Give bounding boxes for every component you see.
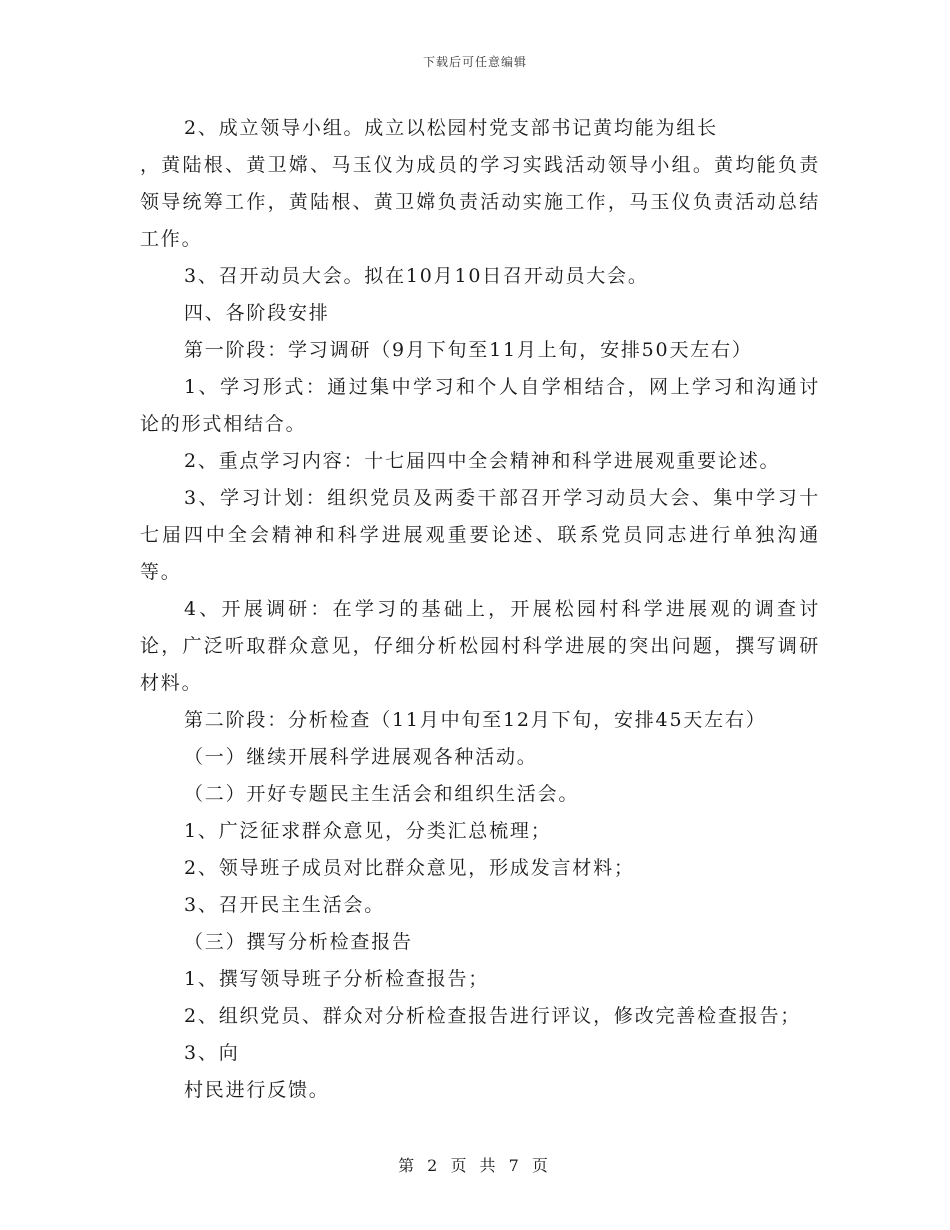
paragraph-study-form: 1、学习形式：通过集中学习和个人自学相结合，网上学习和沟通讨论的形式相结合。 (140, 376, 820, 435)
paragraph-analysis-report-heading: （三）撰写分析检查报告 (184, 931, 413, 953)
stage-one-heading: 第一阶段：学习调研（9月下旬至11月上旬，安排50天左右） (184, 339, 753, 361)
page-header-note: 下载后可任意编辑 (422, 55, 527, 69)
paragraph-feedback-start: 3、向 (184, 1042, 240, 1064)
paragraph-leadership-group: 2、成立领导小组。成立以松园村党支部书记黄均能为组长 (184, 117, 718, 139)
paragraph-research: 4、开展调研：在学习的基础上，开展松园村科学进展观的调查讨论，广泛听取群众意见，仔细分析松园村科学进展的突出问题，撰写调研材料。 (140, 598, 820, 694)
paragraph-democratic-life-meeting: （二）开好专题民主生活会和组织生活会。 (184, 783, 580, 805)
paragraph-study-content: 2、重点学习内容：十七届四中全会精神和科学进展观重要论述。 (184, 450, 781, 472)
paragraph-continue-activities: （一）继续开展科学进展观各种活动。 (184, 746, 538, 768)
paragraph-feedback-end: 村民进行反馈。 (184, 1079, 330, 1101)
section-heading-stages: 四、各阶段安排 (184, 302, 330, 324)
paragraph-group-members: ，黄陆根、黄卫嫦、马玉仪为成员的学习实践活动领导小组。黄均能负责领导统筹工作，黄陆根、黄卫嫦负责活动实施工作，马玉仪负责活动总结工作。 (140, 154, 820, 250)
stage-two-heading: 第二阶段：分析检查（11月中旬至12月下旬，安排45天左右） (184, 709, 767, 731)
paragraph-review-report: 2、组织党员、群众对分析检查报告进行评议，修改完善检查报告； (184, 1005, 802, 1027)
paragraph-write-report: 1、撰写领导班子分析检查报告； (184, 968, 490, 990)
paragraph-solicit-opinions: 1、广泛征求群众意见，分类汇总梳理； (184, 820, 552, 842)
paragraph-study-plan: 3、学习计划：组织党员及两委干部召开学习动员大会、集中学习十七届四中全会精神和科学进展观重要论述、联系党员同志进行单独沟通等。 (140, 487, 820, 583)
page-number-footer: 第 2 页 共 7 页 (398, 1156, 552, 1175)
paragraph-hold-meeting: 3、召开民主生活会。 (184, 894, 386, 916)
document-body (140, 110, 820, 1109)
paragraph-mobilization-meeting: 3、召开动员大会。拟在10月10日召开动员大会。 (184, 265, 649, 287)
paragraph-speech-materials: 2、领导班子成员对比群众意见，形成发言材料； (184, 857, 635, 879)
